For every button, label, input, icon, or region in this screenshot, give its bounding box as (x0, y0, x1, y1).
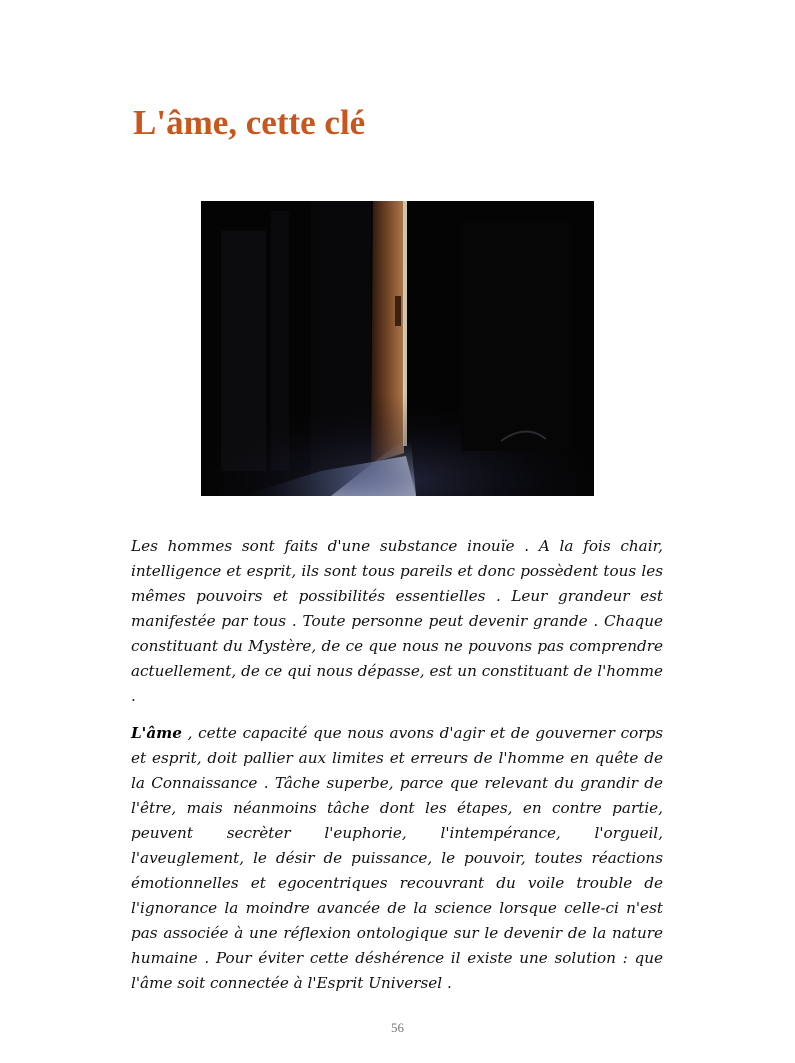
paragraph: Les hommes sont faits d'une substance inouïe . A la fois chair, intelligence et esprit, ils sont tous pareils et donc possèdent tous les mêmes pouvoirs et possibilités essentielles . Leur grandeur est manifestée par tous . Toute personne peut devenir grande . Chaque constituant du Mystère, de ce que nous ne pouvons pas comprendre actuellement, de ce qui nous dépasse, est un constituant de l'homme . (131, 537, 663, 705)
paragraph-lead-word: L'âme (131, 724, 182, 742)
paragraph (131, 721, 663, 996)
body-text (131, 534, 663, 996)
door-light-photo (201, 201, 594, 496)
paragraph-text: , cette capacité que nous avons d'agir et de gouverner corps et esprit, doit pallier aux limites et erreurs de l'homme en quête de la Connaissance . Tâche superbe, parce que relevant du grandir de l'être, mais néanmoins tâche dont les étapes, en contre partie, peuvent secrèter l'euphorie, l'intempérance, l'orgueil, l'aveuglement, le désir de puissance, le pouvoir, toutes réactions émotionnelles et egocentriques recouvrant du voile trouble de l'ignorance la moindre avancée de la science lorsque celle-ci n'est pas associée à une réflexion ontologique sur le devenir de la nature humaine . Pour éviter cette déshérence il existe une solution : que l'âme soit connectée à l'Esprit Universel . (131, 724, 663, 992)
door-light-illustration (201, 201, 594, 496)
page-number: 56 (391, 1020, 404, 1035)
page-title: L'âme, cette clé (133, 103, 366, 142)
